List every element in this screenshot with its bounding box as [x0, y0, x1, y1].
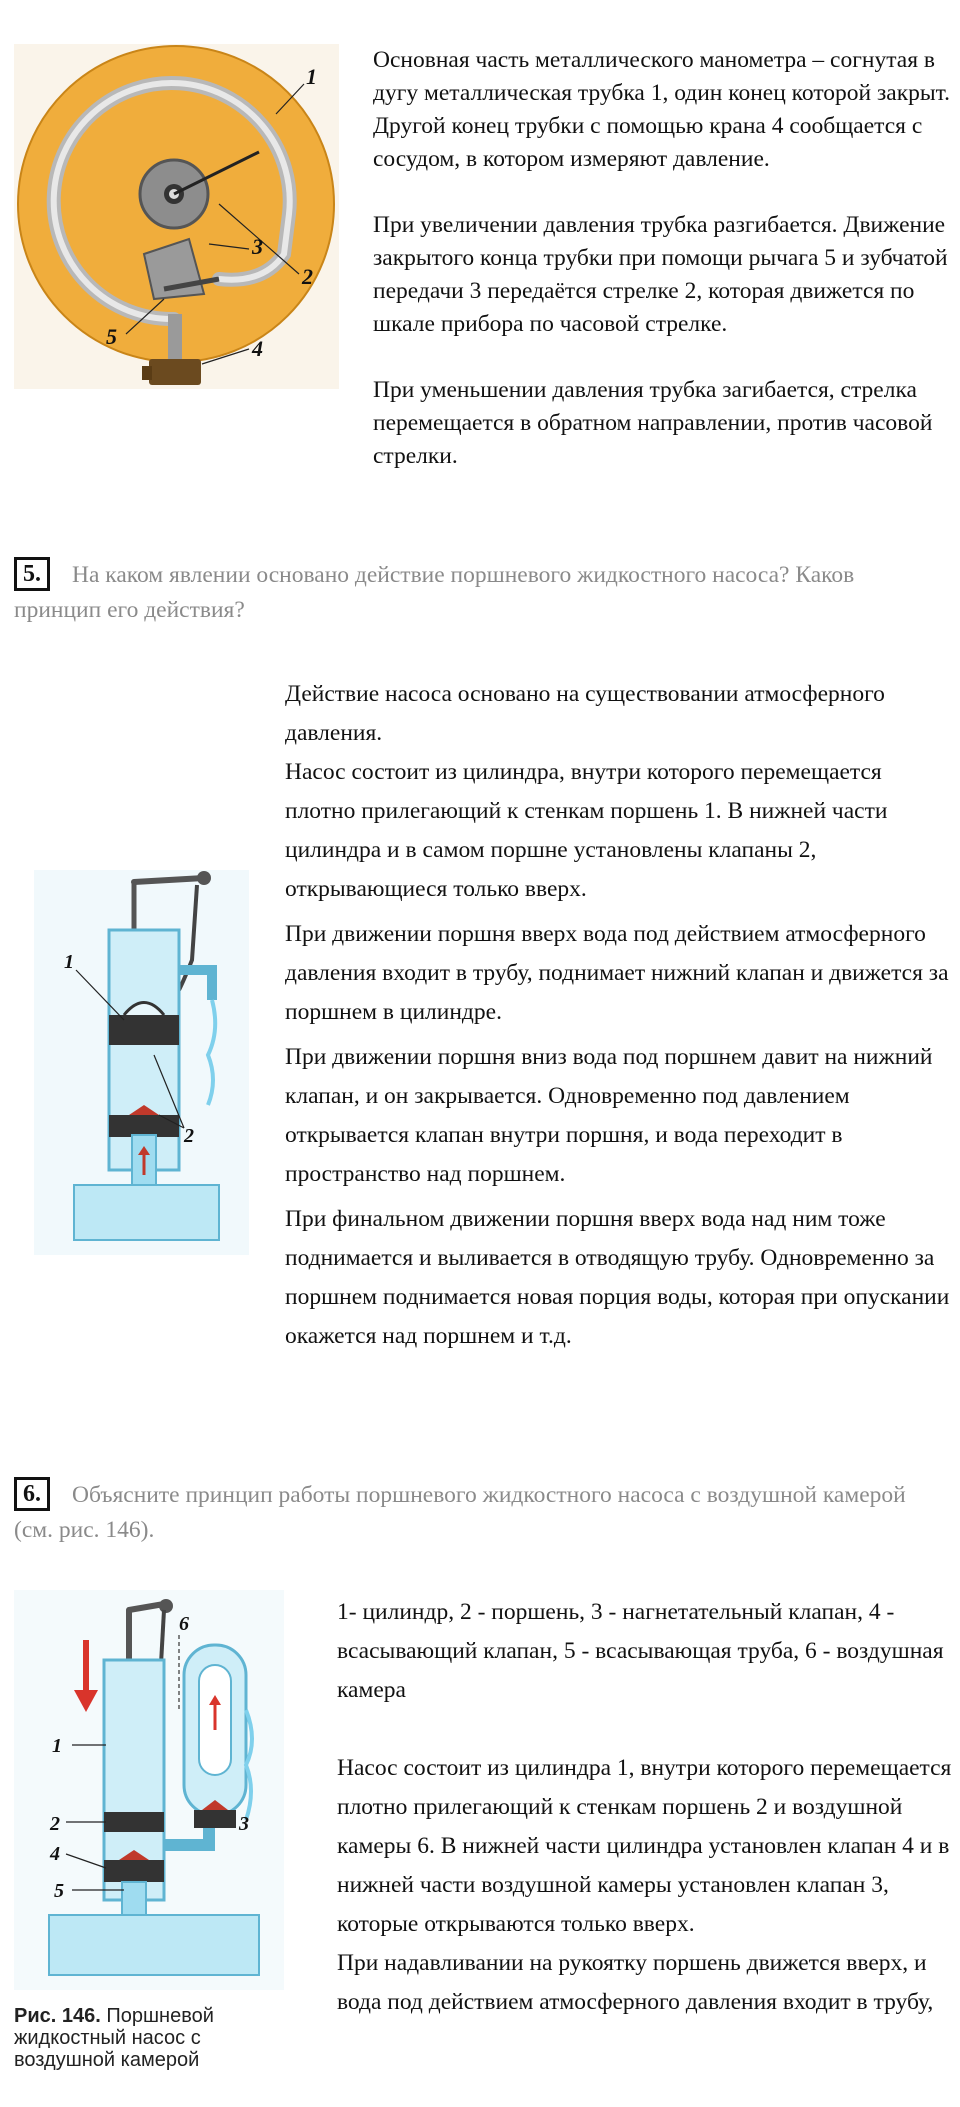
manometer-label-4: 4 — [252, 336, 263, 361]
pump-label-1: 1 — [64, 951, 74, 973]
question-text: На каком явлении основано действие поршневого жидкостного насоса? Каков принцип его действия? — [14, 562, 855, 623]
manometer-label-3: 3 — [252, 234, 263, 259]
pump-paragraph: При движении поршня вниз вода под поршнем давит на нижний клапан, и он закрывается. Одновременно под давлением открывается клапан внутри поршня, и вода переходит в пространство над поршнем. — [285, 1044, 933, 1187]
question-number: 5. — [14, 557, 50, 591]
air-pump-label-5: 5 — [54, 1880, 64, 1902]
manometer-label-5: 5 — [106, 324, 117, 349]
question-number: 6. — [14, 1477, 50, 1511]
air-pump-paragraph: При надавливании на рукоятку поршень движется вверх, и вода под действием атмосферного давления входит в трубу, — [337, 1950, 934, 2015]
manometer-illustration — [14, 44, 339, 389]
legend-text: 1- цилиндр, 2 - поршень, 3 - нагнетательный клапан, 4 - всасывающий клапан, 5 - всасывающая труба, 6 - воздушная камера — [337, 1599, 944, 1703]
pump-description — [285, 675, 953, 1356]
pump-illustration — [34, 870, 249, 1255]
figure-caption-label: Рис. 146. — [14, 2005, 101, 2027]
pump-label-2: 2 — [184, 1125, 194, 1147]
pump-paragraph: При движении поршня вверх вода под действием атмосферного давления входит в трубу, поднимает нижний клапан и движется за поршнем в цилиндре. — [285, 921, 949, 1025]
air-pump-label-1: 1 — [52, 1735, 62, 1757]
question-5 — [14, 557, 944, 628]
question-6 — [14, 1477, 944, 1548]
manometer-paragraph: Основная часть металлического манометра – согнутая в дугу металлическая трубка 1, один конец которой закрыт. Другой конец трубки с помощью крана 4 сообщается с сосудом, в котором измеряют давление. — [373, 47, 951, 172]
air-pump-label-6: 6 — [179, 1613, 189, 1635]
manometer-paragraph: При уменьшении давления трубка загибается, стрелка перемещается в обратном направлении, против часовой стрелки. — [373, 377, 933, 469]
pump-figure — [34, 870, 249, 1255]
manometer-paragraph: При увеличении давления трубка разгибается. Движение закрытого конца трубки при помощи рычага 5 и зубчатой передачи 3 передаётся стрелке 2, которая движется по шкале прибора по часовой стрелке. — [373, 212, 948, 337]
air-chamber-pump-illustration — [14, 1590, 284, 1990]
pump-paragraph: Действие насоса основано на существовании атмосферного давления. — [285, 681, 885, 746]
manometer-description — [373, 44, 953, 473]
manometer-label-1: 1 — [306, 64, 317, 89]
figure-caption — [14, 2005, 284, 2071]
air-pump-label-2: 2 — [50, 1813, 60, 1835]
pump-paragraph: При финальном движении поршня вверх вода над ним тоже поднимается и выливается в отводящую трубу. Одновременно за поршнем поднимается новая порция воды, которая при опускании окажется над поршнем и т.д. — [285, 1206, 950, 1349]
figure-caption-text: Поршневой жидкостный насос с воздушной камерой — [14, 2005, 214, 2071]
air-pump-label-3: 3 — [239, 1813, 249, 1835]
air-pump-paragraph: Насос состоит из цилиндра 1, внутри которого перемещается плотно прилегающий к стенкам поршень 2 и воздушной камеры 6. В нижней части цилиндра установлен клапан 4 и в нижней части воздушной камеры установлен клапан 3, которые открываются только вверх. — [337, 1755, 952, 1937]
air-pump-label-4: 4 — [50, 1843, 60, 1865]
question-text: Объясните принцип работы поршневого жидкостного насоса с воздушной камерой (см. рис. 146). — [14, 1482, 906, 1543]
pump-paragraph: Насос состоит из цилиндра, внутри которого перемещается плотно прилегающий к стенкам поршень 1. В нижней части цилиндра и в самом поршне установлены клапаны 2, открывающиеся только вверх. — [285, 759, 888, 902]
manometer-figure — [14, 44, 339, 389]
manometer-label-2: 2 — [302, 264, 313, 289]
air-chamber-pump-figure — [14, 1590, 284, 2080]
air-chamber-pump-description — [337, 1593, 953, 2022]
